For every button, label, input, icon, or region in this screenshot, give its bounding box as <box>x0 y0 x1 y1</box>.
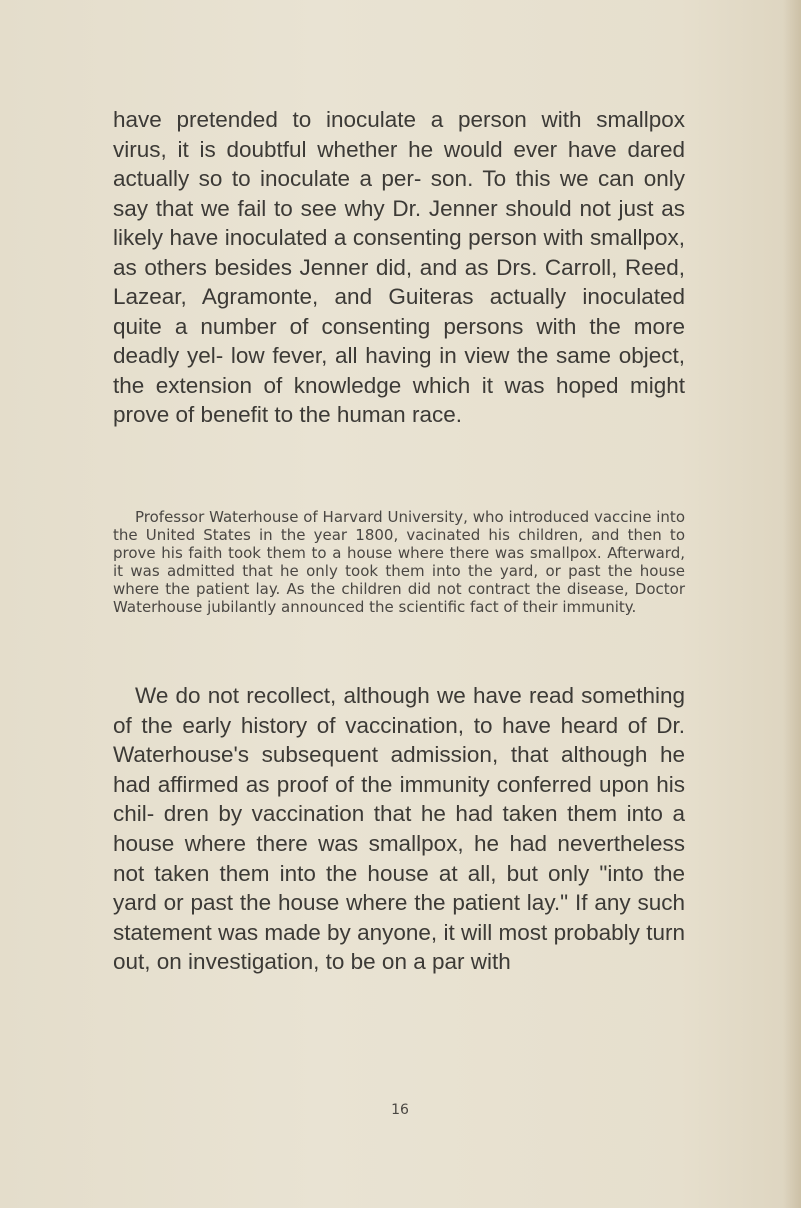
body-paragraph-1: have pretended to inoculate a person with smallpox virus, it is doubtful whether he would ever have dared actually so to inoculate a per- son. To this we can only say that we fail to see why Dr. Jenner should not just as likely have inoculated a consenting person with smallpox, as others besides Jenner did, and as Drs. Carroll, Reed, Lazear, Agramonte, and Guiteras actually inoculated quite a number of consenting persons with the more deadly yel- low fever, all having in view the same object, the extension of knowledge which it was hoped might prove of benefit to the human race. <box>113 107 685 427</box>
body-paragraph-2: We do not recollect, although we have read something of the early history of vaccination, to have heard of Dr. Waterhouse's subsequent admission, that although he had affirmed as proof of the immunity conferred upon his chil- dren by vaccination that he had taken them into a house where there was smallpox, he had nevertheless not taken them into the house at all, but only "into the yard or past the house where the patient lay." If any such statement was made by anyone, it will most probably turn out, on investigation, to be on a par with <box>113 683 685 975</box>
page-number: 16 <box>391 1102 409 1118</box>
page-edge-shadow <box>783 0 801 1208</box>
block-quote: Professor Waterhouse of Harvard University, who introduced vaccine into the United States in the year 1800, vacinated his children, and then to prove his faith took them to a house where there was smallpox. Afterward, it was admitted that he only took them into the yard, or past the house where the patient lay. As the children did not contract the disease, Doctor Waterhouse jubilantly announced the scientific fact of their immunity. <box>113 508 685 616</box>
